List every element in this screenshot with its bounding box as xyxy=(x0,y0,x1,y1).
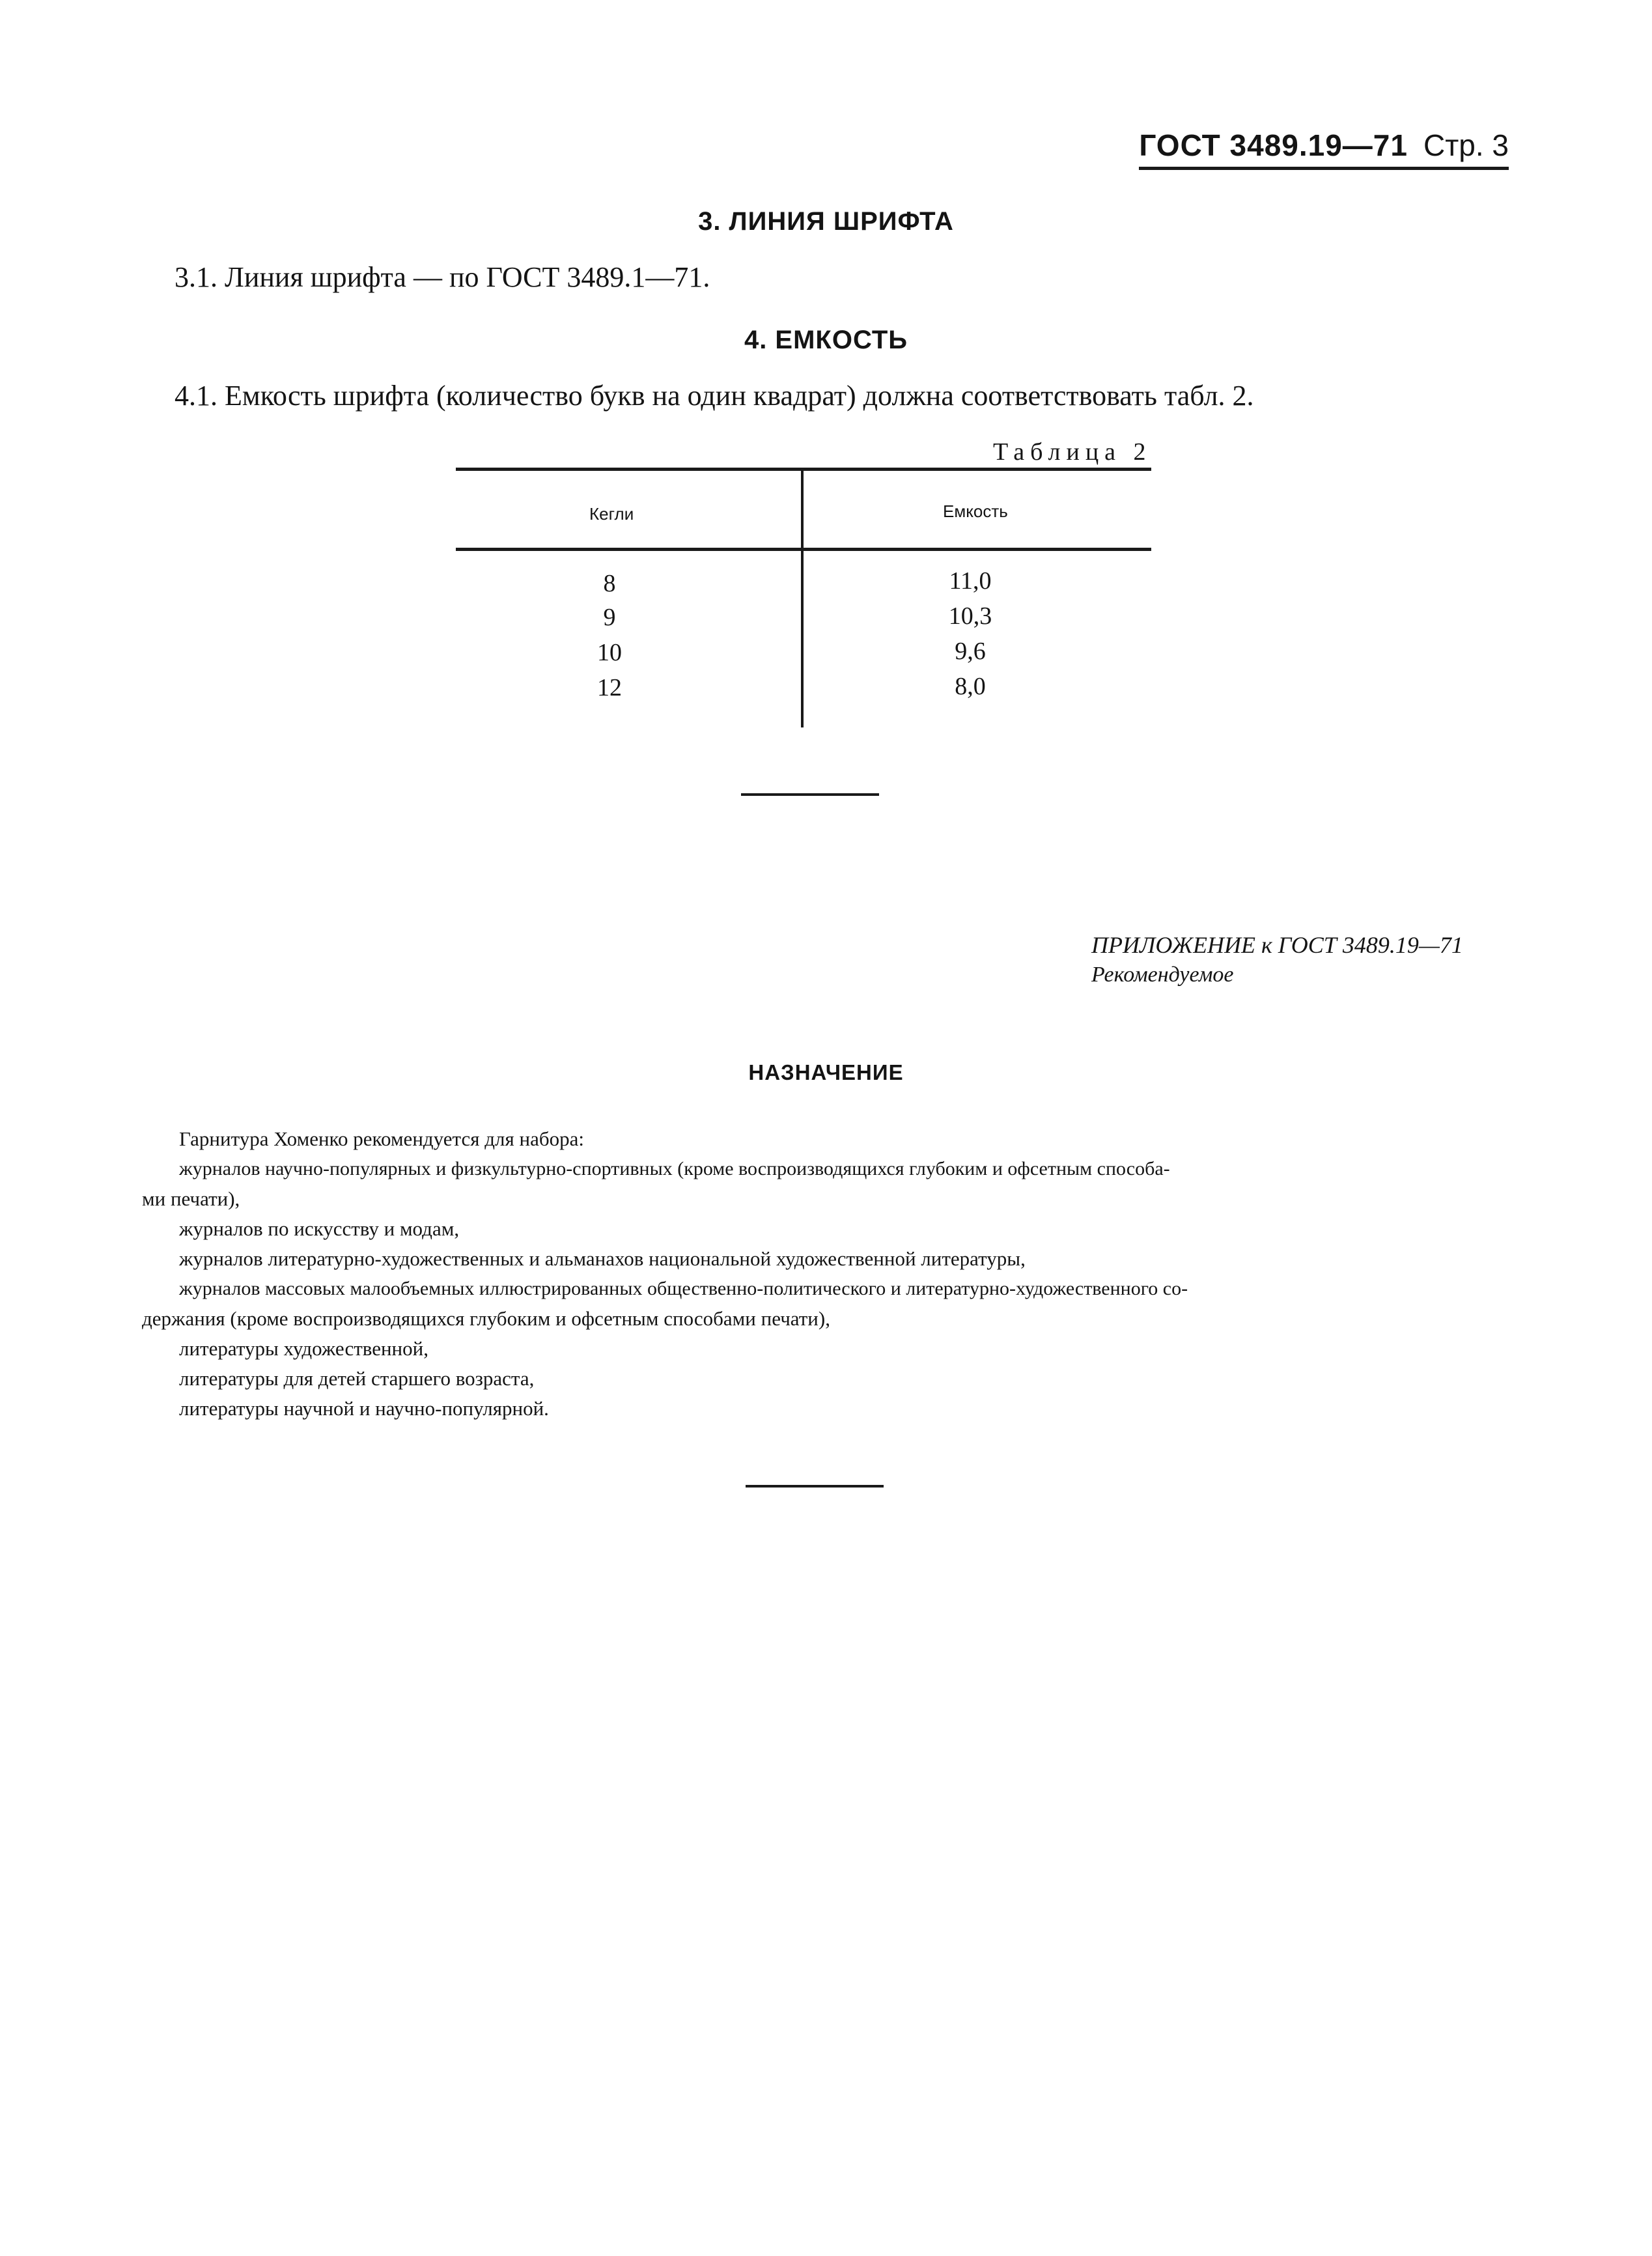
table-cell: 8,0 xyxy=(955,673,986,700)
standard-code: ГОСТ 3489.19—71 xyxy=(1139,128,1408,162)
table-cell: 8 xyxy=(603,570,616,597)
purpose-line: литературы научной и научно-популярной. xyxy=(179,1397,549,1420)
section-3-title: 3. ЛИНИЯ ШРИФТА xyxy=(698,207,954,236)
appendix-subtitle: Рекомендуемое xyxy=(1091,963,1234,987)
purpose-line: держания (кроме воспроизводящихся глубоким и офсетным способами печати), xyxy=(142,1307,830,1330)
page-number: Стр. 3 xyxy=(1423,128,1509,162)
table-header-capacity: Емкость xyxy=(943,501,1008,521)
section-3-paragraph: 3.1. Линия шрифта — по ГОСТ 3489.1—71. xyxy=(175,261,710,293)
purpose-line: литературы художественной, xyxy=(179,1337,428,1360)
purpose-line: журналов по искусству и модам, xyxy=(179,1217,460,1240)
separator-dash xyxy=(746,1485,884,1488)
purpose-line: журналов научно-популярных и физкультурно-спортивных (кроме воспроизводящихся глубоким и офсетным способа- xyxy=(179,1158,1170,1179)
table-header-rule xyxy=(456,548,1151,551)
purpose-line: журналов массовых малообъемных иллюстрированных общественно-политического и литературно-художественного со- xyxy=(179,1278,1188,1299)
table-cell: 12 xyxy=(597,674,622,701)
purpose-line: журналов литературно-художественных и альманахов национальной художественной литературы, xyxy=(179,1247,1026,1270)
page-header xyxy=(1139,128,1509,170)
table-caption: Таблица 2 xyxy=(993,438,1152,466)
table-cell: 10 xyxy=(597,639,622,666)
appendix-title: ПРИЛОЖЕНИЕ к ГОСТ 3489.19—71 xyxy=(1091,932,1463,958)
table-cell: 10,3 xyxy=(948,602,992,630)
table-top-rule xyxy=(456,468,1151,471)
table-2 xyxy=(456,468,1151,914)
table-cell: 9 xyxy=(603,604,616,631)
purpose-line: Гарнитура Хоменко рекомендуется для набора: xyxy=(179,1127,584,1150)
table-header-size: Кегли xyxy=(589,504,634,524)
purpose-line: ми печати), xyxy=(142,1187,240,1210)
separator-dash xyxy=(741,793,879,796)
table-cell: 9,6 xyxy=(955,638,986,665)
section-4-paragraph: 4.1. Емкость шрифта (количество букв на один квадрат) должна соответствовать табл. 2. xyxy=(175,380,1254,412)
table-column-divider xyxy=(801,470,804,727)
table-cell: 11,0 xyxy=(949,567,992,595)
purpose-line: литературы для детей старшего возраста, xyxy=(179,1367,535,1390)
purpose-title: НАЗНАЧЕНИЕ xyxy=(748,1060,904,1084)
section-4-title: 4. ЕМКОСТЬ xyxy=(744,326,908,354)
